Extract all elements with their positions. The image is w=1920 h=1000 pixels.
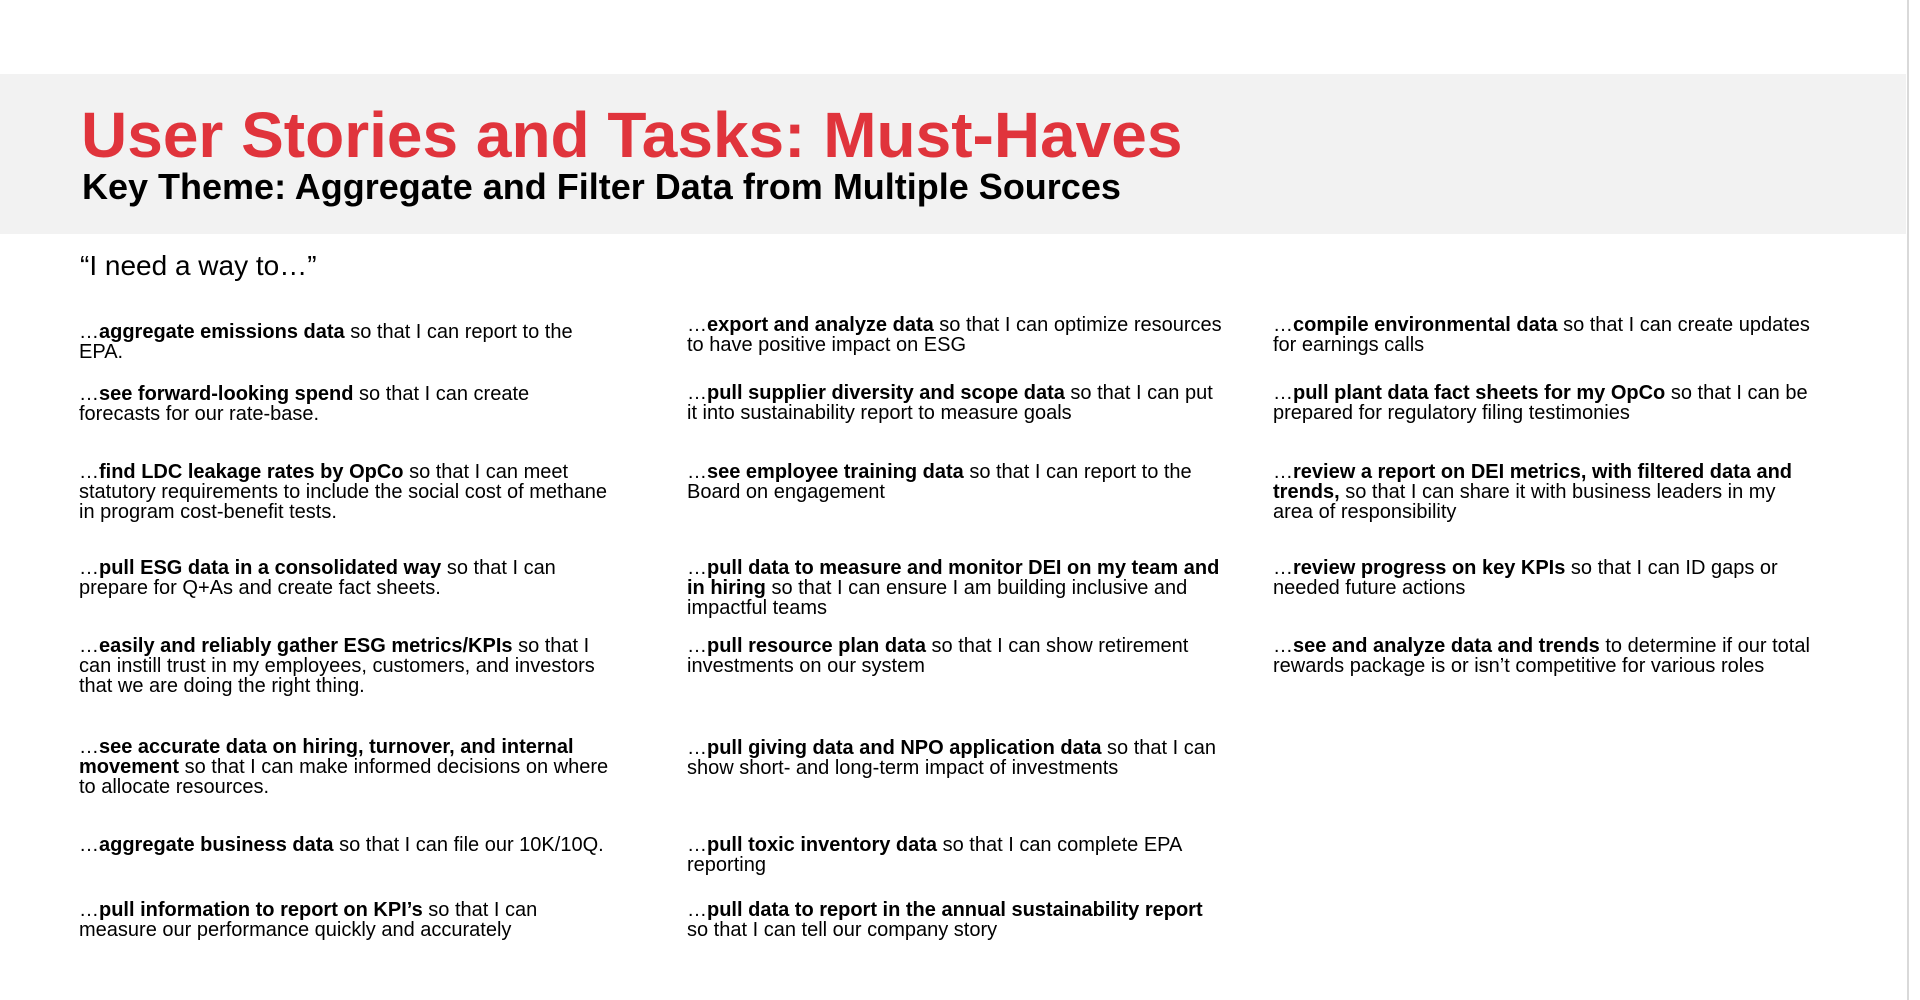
story-employee-training: …see employee training data so that I can report to the Board on engagement (687, 461, 1192, 503)
story-esg-metrics: …easily and reliably gather ESG metrics/KPIs so that I can instill trust in my employees, customers, and investors that we are doing the right thing. (79, 635, 595, 697)
story-total-rewards: …see and analyze data and trends to determine if our total rewards package is or isn’t competitive for various roles (1273, 635, 1810, 677)
story-dei-report: …review a report on DEI metrics, with filtered data and trends, so that I can share it with business leaders in my area of responsibility (1273, 461, 1793, 523)
story-resource-plan: …pull resource plan data so that I can show retirement investments on our system (687, 635, 1189, 677)
story-export-analyze: …export and analyze data so that I can optimize resources to have positive impact on ESG (687, 314, 1222, 356)
story-toxic-inventory: …pull toxic inventory data so that I can complete EPA reporting (687, 834, 1182, 876)
story-dei-monitor: …pull data to measure and monitor DEI on my team and in hiring so that I can ensure I am building inclusive and impactful teams (687, 557, 1220, 619)
story-forward-looking-spend: …see forward-looking spend so that I can create forecasts for our rate-base. (79, 383, 530, 425)
story-environmental-data: …compile environmental data so that I can create updates for earnings calls (1273, 314, 1810, 356)
story-supplier-diversity: …pull supplier diversity and scope data so that I can put it into sustainability report to measure goals (687, 382, 1213, 424)
slide-subtitle: Key Theme: Aggregate and Filter Data from Multiple Sources (82, 166, 1121, 207)
story-hiring-turnover: …see accurate data on hiring, turnover, and internal movement so that I can make informed decisions on where to allocate resources. (79, 736, 609, 798)
story-plant-data: …pull plant data fact sheets for my OpCo so that I can be prepared for regulatory filing testimonies (1273, 382, 1808, 424)
slide-title: User Stories and Tasks: Must-Haves (81, 99, 1183, 171)
story-kpi-report: …pull information to report on KPI’s so that I can measure our performance quickly and accurately (79, 899, 538, 941)
right-edge-rule (1907, 0, 1909, 1000)
lead-quote: “I need a way to…” (80, 250, 317, 281)
story-consolidated-esg: …pull ESG data in a consolidated way so that I can prepare for Q+As and create fact sheets. (79, 557, 556, 599)
story-giving-data: …pull giving data and NPO application data so that I can show short- and long-term impact of investments (687, 737, 1216, 779)
story-aggregate-emissions: …aggregate emissions data so that I can report to the EPA. (79, 321, 573, 363)
story-ldc-leakage: …find LDC leakage rates by OpCo so that I can meet statutory requirements to include the social cost of methane in program cost-benefit tests. (79, 461, 608, 523)
story-kpi-progress: …review progress on key KPIs so that I can ID gaps or needed future actions (1273, 557, 1778, 599)
story-business-data: …aggregate business data so that I can file our 10K/10Q. (79, 834, 604, 856)
story-sustainability-report: …pull data to report in the annual sustainability report so that I can tell our company story (687, 899, 1203, 941)
